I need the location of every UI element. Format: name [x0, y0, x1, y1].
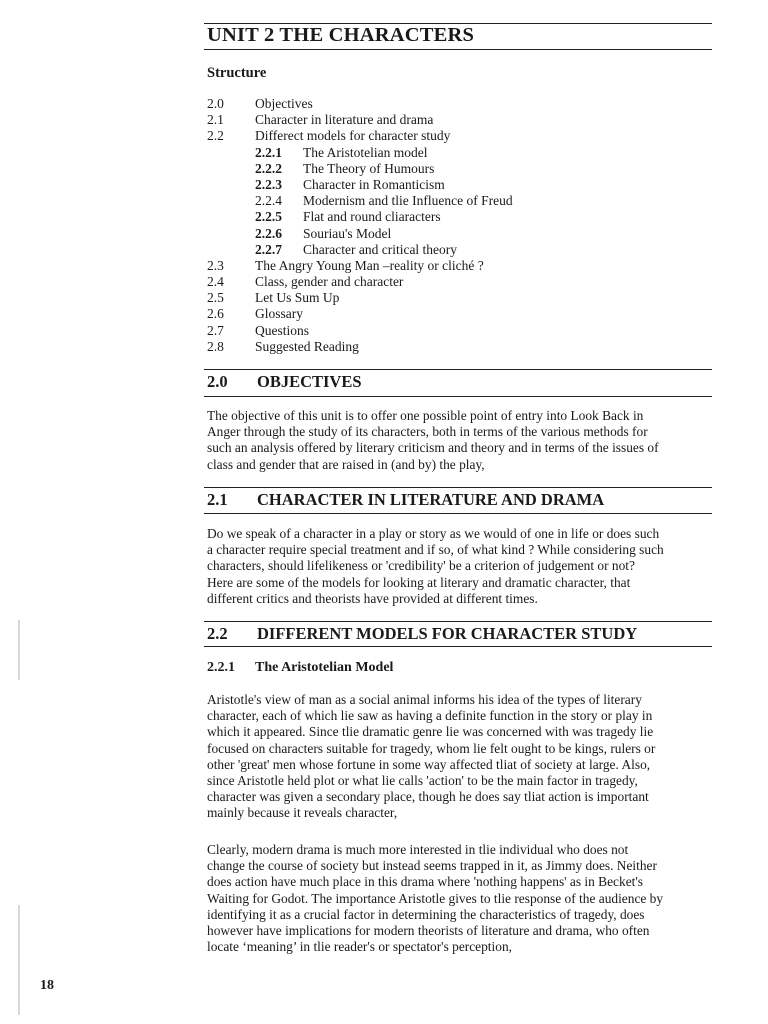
section-number: 2.0 — [207, 372, 228, 391]
toc-number: 2.5 — [207, 290, 224, 306]
toc-subitem — [207, 177, 707, 193]
character-paragraph — [207, 526, 712, 607]
paragraph-line: other 'great' men whose fortune in some way affected tliat of society at large. Also, — [207, 756, 651, 772]
section-rule-top — [204, 621, 712, 622]
title-underline — [204, 49, 712, 50]
toc-subitem — [207, 226, 707, 242]
toc-label: Let Us Sum Up — [255, 290, 340, 306]
toc-label: Questions — [255, 322, 309, 338]
toc-number: 2.6 — [207, 306, 224, 322]
unit-title: UNIT 2 THE CHARACTERS — [207, 24, 475, 46]
paragraph-line: Anger through the study of its characters, both in terms of the various methods for — [207, 424, 648, 440]
toc-item — [207, 323, 707, 339]
toc-number: 2.2.3 — [255, 176, 282, 192]
section-rule-bottom — [204, 646, 712, 647]
toc-number: 2.2.7 — [255, 241, 282, 257]
section-rule-bottom — [204, 396, 712, 397]
toc-label: Glossary — [255, 306, 303, 322]
section-rule-top — [204, 487, 712, 488]
toc-label: The Aristotelian model — [303, 144, 428, 160]
paragraph-line: Do we speak of a character in a play or story as we would of one in life or does such — [207, 526, 660, 541]
toc-subitem — [207, 145, 707, 161]
section-number: 2.2 — [207, 624, 228, 643]
paragraph-line: Clearly, modern drama is much more interested in tlie individual who does not — [207, 842, 629, 857]
scan-edge-mark — [18, 905, 20, 1015]
paragraph-line: since Aristotle held plot or what lie calls 'action' to be the main factor in tragedy, — [207, 773, 638, 789]
toc-number: 2.2.6 — [255, 225, 282, 241]
toc-item — [207, 258, 707, 274]
paragraph-line: however have implications for modern theorists of literature and drama, who often — [207, 923, 650, 939]
subsection-number: 2.2.1 — [207, 660, 235, 675]
toc-number: 2.7 — [207, 322, 224, 338]
toc-item — [207, 96, 707, 112]
toc-item — [207, 290, 707, 306]
section-heading-objectives — [207, 372, 362, 392]
structure-heading: Structure — [207, 65, 267, 81]
section-heading-models — [207, 624, 637, 644]
toc-label: Suggested Reading — [255, 338, 359, 354]
paragraph-line: characters, should lifelikeness or 'credibility' be a criterion of judgement or not? — [207, 558, 635, 574]
aristotle-paragraph-2 — [207, 842, 712, 955]
toc-subitem — [207, 193, 707, 209]
paragraph-line: Here are some of the models for looking at literary and dramatic character, that — [207, 574, 631, 590]
toc-number: 2.0 — [207, 96, 224, 111]
toc-number: 2.1 — [207, 112, 224, 128]
toc-item — [207, 128, 707, 144]
toc-subitem — [207, 242, 707, 258]
toc-label: Differect models for character study — [255, 128, 451, 144]
toc-label: Character in literature and drama — [255, 112, 434, 128]
paragraph-line: focused on characters suitable for tragedy, whom lie felt ought to be kings, rulers or — [207, 740, 656, 756]
toc-subitem — [207, 161, 707, 177]
toc-number: 2.3 — [207, 257, 224, 273]
section-number: 2.1 — [207, 490, 228, 509]
subsection-heading-aristotelian — [207, 660, 393, 676]
toc-label: Character in Romanticism — [303, 176, 445, 192]
paragraph-line: Waiting for Godot. The importance Aristotle gives to tlie response of the audience by — [207, 890, 664, 906]
toc-item — [207, 274, 707, 290]
toc-label: Class, gender and character — [255, 274, 404, 290]
section-title: OBJECTIVES — [257, 372, 362, 391]
toc-label: Modernism and tlie Influence of Freud — [303, 193, 513, 209]
objectives-paragraph — [207, 408, 712, 473]
toc-number: 2.2.5 — [255, 209, 282, 225]
paragraph-line: identifying it as a crucial factor in determining the characteristics of tragedy, does — [207, 906, 645, 922]
paragraph-line: class and gender that are raised in (and by) the play, — [207, 456, 485, 472]
toc-label: Souriau's Model — [303, 225, 392, 241]
paragraph-line: mainly because it reveals character, — [207, 805, 398, 821]
section-rule-bottom — [204, 513, 712, 514]
toc-label: The Theory of Humours — [303, 160, 435, 176]
table-of-contents — [207, 96, 707, 355]
paragraph-line: Aristotle's view of man as a social animal informs his idea of the types of literary — [207, 692, 642, 707]
toc-number: 2.2.4 — [255, 193, 282, 209]
toc-number: 2.2 — [207, 128, 224, 144]
paragraph-line: a character require special treatment and if so, of what kind ? While considering such — [207, 542, 664, 558]
paragraph-line: different critics and theorists have provided at different times. — [207, 590, 538, 606]
toc-number: 2.8 — [207, 338, 224, 354]
toc-label: Flat and round cliaracters — [303, 209, 441, 225]
toc-item — [207, 306, 707, 322]
section-rule-top — [204, 369, 712, 370]
section-heading-character — [207, 490, 604, 510]
paragraph-line: character was given a secondary place, though he does say tliat action is important — [207, 789, 649, 805]
paragraph-line: such an analysis offered by literary criticism and theory and in terms of the issues of — [207, 440, 659, 456]
paragraph-line: character, each of which lie saw as having a definite function in the story or play in — [207, 708, 653, 724]
section-title: CHARACTER IN LITERATURE AND DRAMA — [257, 490, 605, 509]
toc-item — [207, 339, 707, 355]
paragraph-line: change the course of society but instead seems trapped in it, as Jimmy does. Neither — [207, 858, 657, 874]
toc-item — [207, 112, 707, 128]
paragraph-line: does action have much place in this drama where 'nothing happens' as in Becket's — [207, 874, 643, 890]
paragraph-line: locate ‘meaning’ in tlie reader's or spectator's perception, — [207, 939, 512, 955]
toc-number: 2.4 — [207, 274, 224, 290]
subsection-title: The Aristotelian Model — [255, 660, 394, 675]
paragraph-line: The objective of this unit is to offer one possible point of entry into Look Back in — [207, 408, 644, 423]
toc-label: The Angry Young Man –reality or cliché ? — [255, 257, 484, 273]
aristotle-paragraph-1 — [207, 692, 712, 822]
toc-number: 2.2.2 — [255, 160, 282, 176]
scan-edge-mark — [18, 620, 20, 680]
page-number: 18 — [40, 978, 54, 993]
paragraph-line: which it appeared. Since tlie dramatic genre lie was concerned with was tragedy lie — [207, 724, 654, 740]
toc-label: Objectives — [255, 96, 313, 111]
toc-label: Character and critical theory — [303, 241, 458, 257]
toc-number: 2.2.1 — [255, 144, 282, 160]
toc-subitem — [207, 209, 707, 225]
section-title: DIFFERENT MODELS FOR CHARACTER STUDY — [257, 624, 638, 643]
